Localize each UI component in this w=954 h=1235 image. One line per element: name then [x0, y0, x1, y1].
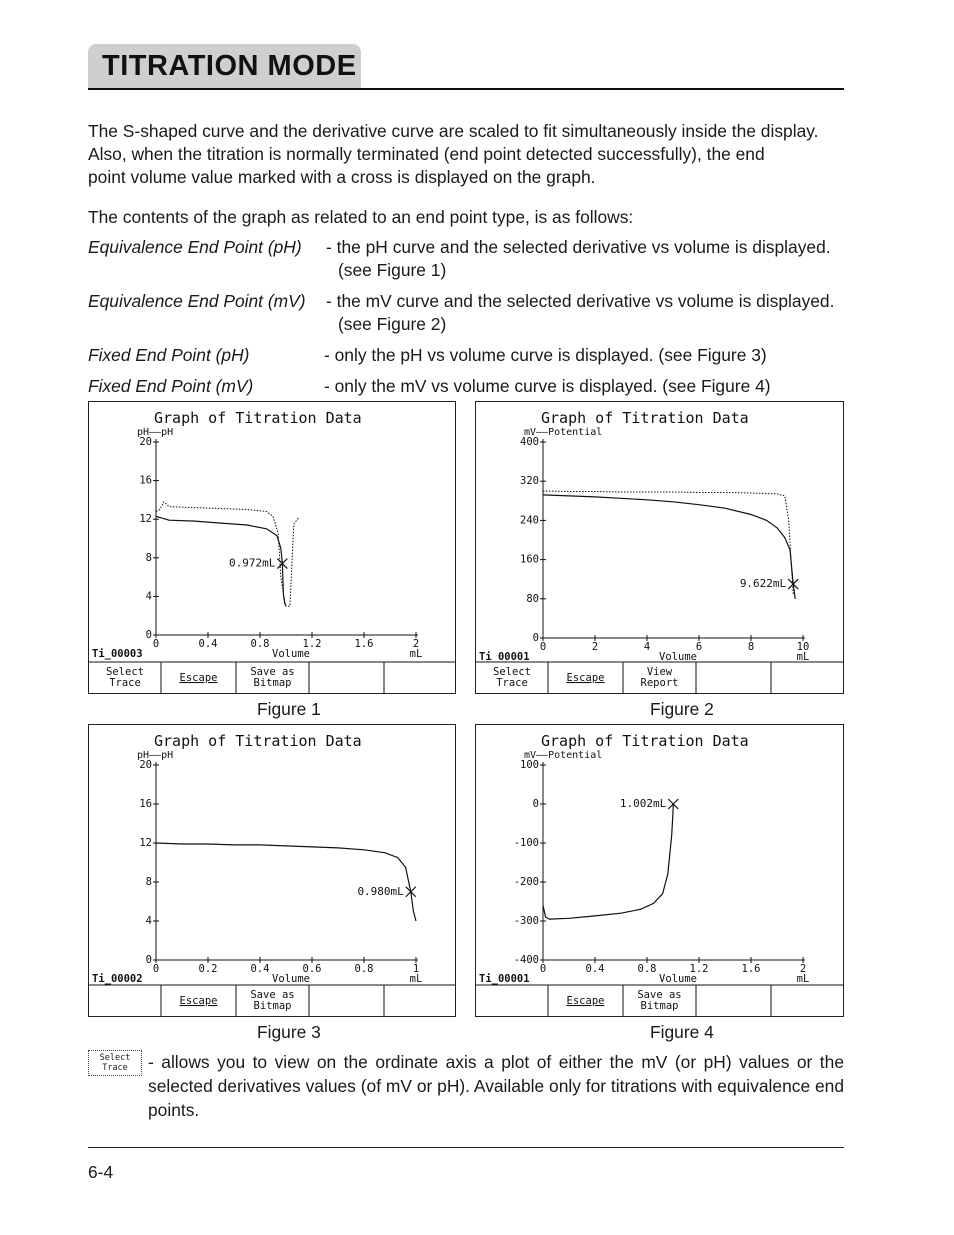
x-tick-label: 0.8	[354, 963, 374, 975]
endpoint-label: 0.972mL	[229, 556, 276, 570]
x-tick-label: 8	[747, 641, 755, 653]
x-tick-label: 1.2	[689, 963, 709, 975]
mini-button-label: Trace	[102, 1063, 128, 1073]
chart-title: Graph of Titration Data	[154, 409, 362, 427]
y-tick-label: 12	[139, 513, 152, 526]
y-tick-label: 160	[520, 553, 539, 566]
save-as-softkey[interactable]	[637, 989, 681, 1012]
save-as-softkey[interactable]	[250, 666, 294, 689]
y-tick-label: 16	[139, 798, 152, 810]
file-name-label: Ti_00001	[479, 973, 530, 985]
figure-caption: Figure 3	[257, 1022, 321, 1042]
softkey-label: Save as	[637, 989, 682, 1001]
softkey-label: Escape	[179, 672, 218, 684]
x-unit-label: mL	[409, 648, 423, 660]
x-tick-label: 0	[539, 641, 547, 653]
y-tick-label: -300	[513, 915, 539, 927]
derivative-series-line	[156, 502, 299, 606]
y-tick-label: -200	[513, 876, 539, 888]
contents-paragraph: The contents of the graph as related to an end point type, is as follows:	[88, 207, 634, 227]
endpoint-desc: - only the mV vs volume curve is displayed. (see Figure 4)	[324, 376, 771, 396]
x-unit-label: mL	[796, 651, 810, 663]
x-tick-label: 1	[412, 963, 420, 975]
endpoint-term: Fixed End Point (pH)	[88, 345, 250, 365]
section-title: TITRATION MODE	[102, 50, 357, 82]
intro-line: Also, when the titration is normally terminated (end point detected successfully), the end	[88, 144, 765, 164]
endpoint-desc: - the pH curve and the selected derivative vs volume is displayed.	[326, 237, 831, 257]
endpoint-desc: - only the pH vs volume curve is displayed. (see Figure 3)	[324, 345, 767, 365]
x-tick-label: 10	[796, 641, 810, 653]
figure-2-panel	[475, 401, 844, 694]
chart-legend: pH——pH	[137, 750, 174, 761]
y-tick-label: 12	[139, 837, 152, 849]
primary-series-line	[543, 804, 673, 919]
y-tick-label: 20	[139, 759, 152, 771]
figure-1-panel	[88, 401, 456, 694]
endpoint-term: Equivalence End Point (pH)	[88, 237, 302, 257]
x-tick-label: 1.2	[302, 638, 322, 650]
x-unit-label: mL	[796, 973, 810, 985]
view-softkey[interactable]	[641, 666, 679, 689]
y-tick-label: 4	[145, 915, 152, 927]
x-tick-label: 1.6	[354, 638, 374, 650]
x-tick-label: 2	[591, 641, 599, 653]
page-number: 6-4	[88, 1162, 114, 1182]
x-tick-label: 0	[539, 963, 547, 975]
y-tick-label: 0	[532, 798, 539, 810]
softkey-label: Escape	[566, 672, 605, 684]
chart-title: Graph of Titration Data	[541, 732, 749, 750]
y-tick-label: 80	[526, 592, 539, 605]
header-rule	[88, 88, 844, 90]
y-tick-label: 320	[520, 475, 539, 488]
primary-series-line	[156, 843, 416, 921]
escape-softkey[interactable]	[567, 672, 605, 684]
x-tick-label: 0.6	[302, 963, 322, 975]
softkey-label: View	[646, 666, 673, 678]
endpoint-term: Equivalence End Point (mV)	[88, 291, 306, 311]
endpoint-term: Fixed End Point (mV)	[88, 376, 254, 396]
select-softkey[interactable]	[106, 666, 144, 689]
endpoint-label: 1.002mL	[619, 797, 667, 810]
chart-svg	[476, 725, 843, 1016]
escape-softkey[interactable]	[567, 995, 605, 1007]
intro-line: The S-shaped curve and the derivative curve are scaled to fit simultaneously inside the display.	[88, 121, 819, 141]
x-tick-label: 0.8	[250, 638, 270, 650]
figure-caption: Figure 1	[257, 699, 321, 719]
endpoint-desc-ref: (see Figure 1)	[338, 260, 447, 280]
x-tick-label: 0	[152, 638, 160, 650]
endpoint-desc-ref: (see Figure 2)	[338, 314, 447, 334]
softkey-label: Trace	[496, 677, 528, 689]
y-tick-label: 100	[520, 759, 539, 771]
softkey-label: Select	[493, 666, 531, 678]
softkey-label: Escape	[179, 995, 218, 1007]
x-tick-label: 1.6	[741, 963, 761, 975]
softkey-label: Bitmap	[253, 1000, 292, 1012]
mini-button-label: Select	[99, 1053, 131, 1063]
y-tick-label: 0	[532, 632, 539, 644]
endpoint-label: 0.980mL	[357, 884, 404, 898]
x-axis-label: Volume	[659, 973, 697, 985]
figure-4-panel	[475, 724, 844, 1017]
x-tick-label: 0.4	[198, 638, 218, 650]
figure-caption: Figure 4	[650, 1022, 714, 1042]
figure-caption: Figure 2	[650, 699, 714, 719]
intro-line: point volume value marked with a cross is displayed on the graph.	[88, 167, 596, 187]
select-trace-description: - allows you to view on the ordinate axis a plot of either the mV (or pH) values or the selected derivatives values (of mV or pH). Available only for titrations with equivalence end points.	[148, 1052, 844, 1120]
x-tick-label: 0.4	[585, 963, 605, 975]
x-tick-label: 0	[152, 963, 160, 975]
chart-title: Graph of Titration Data	[541, 409, 749, 427]
softkey-label: Trace	[109, 677, 141, 689]
footer-rule	[88, 1147, 844, 1148]
y-tick-label: 8	[145, 876, 152, 888]
x-axis-label: Volume	[659, 651, 697, 663]
chart-legend: mV——Potential	[524, 427, 603, 438]
file-name-label: Ti_00002	[92, 973, 143, 985]
chart-title: Graph of Titration Data	[154, 732, 362, 750]
x-axis-label: Volume	[272, 973, 310, 985]
y-tick-label: 4	[145, 590, 152, 603]
chart-legend: pH——pH	[137, 427, 174, 438]
select-trace-button-icon	[88, 1050, 142, 1076]
softkey-label: Report	[640, 677, 679, 689]
file-name-label: Ti_00001	[479, 651, 530, 663]
file-name-label: Ti_00003	[92, 648, 143, 660]
intro-paragraph	[88, 120, 848, 189]
chart-legend: mV——Potential	[524, 750, 603, 761]
chart-svg	[89, 725, 455, 1016]
y-tick-label: -100	[513, 837, 539, 849]
y-tick-label: 240	[520, 514, 539, 527]
y-tick-label: 0	[145, 629, 152, 641]
y-tick-label: 400	[520, 436, 539, 448]
y-tick-label: 8	[145, 551, 152, 564]
softkey-label: Save as	[250, 666, 295, 678]
escape-softkey[interactable]	[180, 995, 218, 1007]
section-header-box	[88, 44, 361, 88]
x-unit-label: mL	[409, 973, 423, 985]
figure-3-panel	[88, 724, 456, 1017]
x-tick-label: 6	[695, 641, 703, 653]
x-tick-label: 4	[643, 641, 651, 653]
endpoint-desc: - the mV curve and the selected derivative vs volume is displayed.	[326, 291, 835, 311]
escape-softkey[interactable]	[180, 672, 218, 684]
x-tick-label: 2	[799, 963, 807, 975]
x-tick-label: 0.8	[637, 963, 657, 975]
x-tick-label: 2	[412, 638, 420, 650]
y-tick-label: 0	[145, 954, 152, 966]
softkey-label: Bitmap	[253, 677, 292, 689]
chart-svg	[89, 402, 455, 693]
softkey-label: Escape	[566, 995, 605, 1007]
x-tick-label: 0.2	[198, 963, 218, 975]
y-tick-label: 20	[139, 436, 152, 448]
softkey-label: Select	[106, 666, 144, 678]
y-tick-label: -400	[513, 954, 539, 966]
chart-svg	[476, 402, 843, 693]
save-as-softkey[interactable]	[250, 989, 294, 1012]
softkey-label: Save as	[250, 989, 295, 1001]
select-softkey[interactable]	[493, 666, 531, 689]
endpoint-label: 9.622mL	[739, 577, 787, 591]
softkey-label: Bitmap	[640, 1000, 679, 1012]
x-tick-label: 0.4	[250, 963, 270, 975]
x-axis-label: Volume	[272, 648, 310, 660]
y-tick-label: 16	[139, 474, 152, 487]
